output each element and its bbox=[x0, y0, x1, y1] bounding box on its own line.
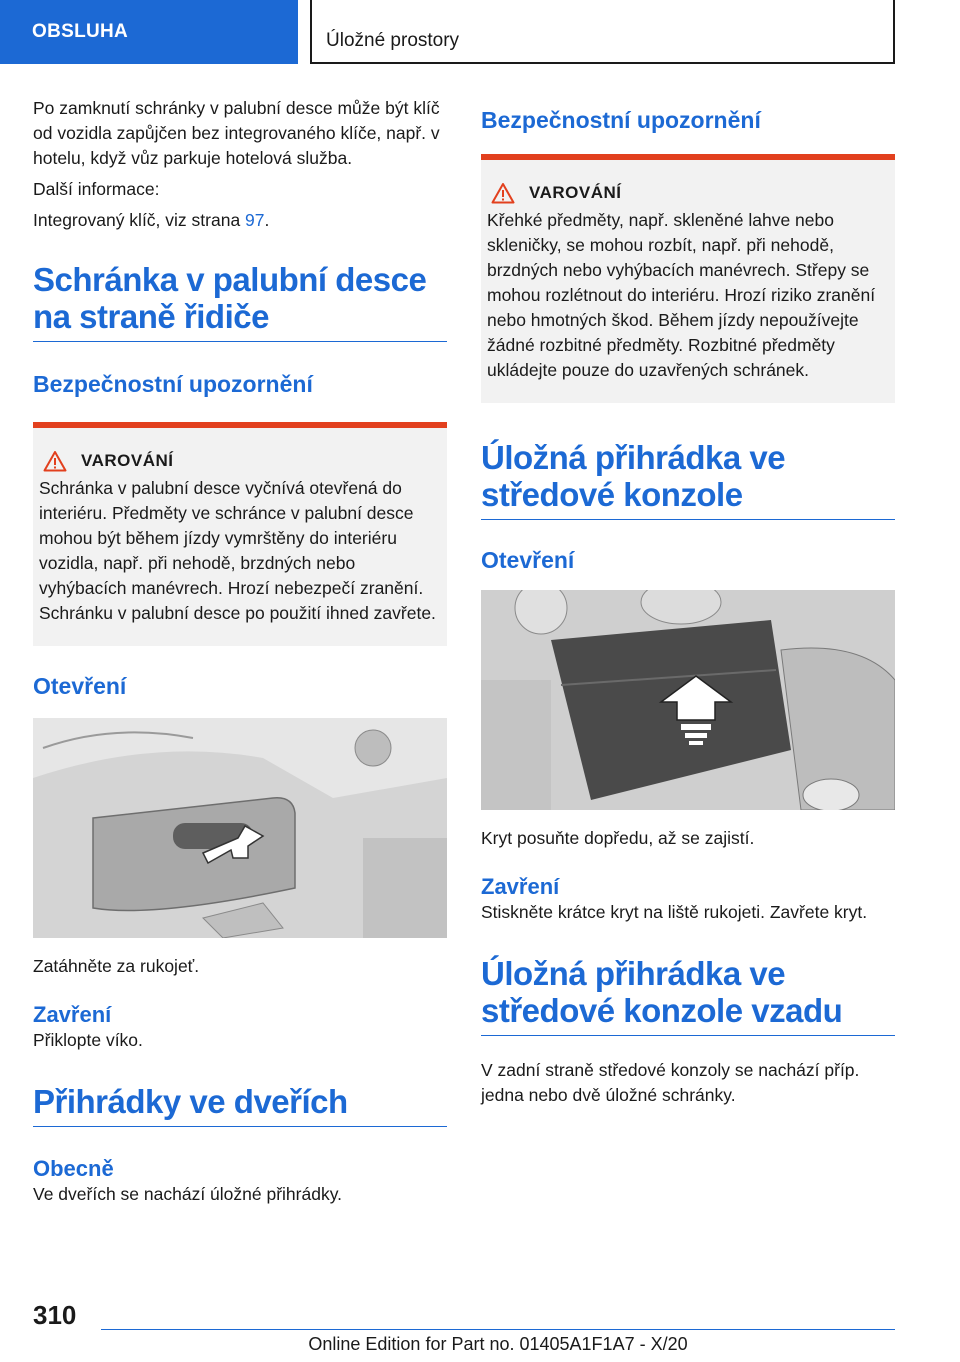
warning-box-right bbox=[481, 154, 895, 403]
intro-paragraph: Po zamknutí schránky v palubní desce může být klíč od vozidla zapůjčen bez integrovaného klíče, např. v hotelu, když vůz parkuje hotelová služba. bbox=[33, 98, 440, 168]
warning-title-right: VAROVÁNÍ bbox=[529, 183, 622, 202]
edition-note: Online Edition for Part no. 01405A1F1A7 - X/20 bbox=[308, 1334, 688, 1354]
warning-title: VAROVÁNÍ bbox=[81, 451, 174, 470]
heading-general: Obecně bbox=[33, 1156, 114, 1181]
warning-header-right bbox=[487, 182, 889, 204]
heading-close: Zavření bbox=[33, 1002, 112, 1027]
heading-safety: Bezpečnostní upozornění bbox=[33, 371, 313, 397]
ref-suffix: . bbox=[264, 210, 270, 230]
heading-rear-console: Úložná přihrádka ve středové konzole vzadu bbox=[481, 955, 895, 1036]
ref-prefix: Integrovaný klíč, viz strana bbox=[33, 210, 246, 230]
left-column bbox=[33, 96, 447, 1213]
warning-header bbox=[39, 450, 441, 472]
caption-console: Kryt posuňte dopředu, až se zajistí. bbox=[481, 828, 755, 848]
caption-glovebox: Zatáhněte za rukojeť. bbox=[33, 956, 200, 976]
heading-glovebox: Schránka v palubní desce na straně řidiče bbox=[33, 261, 447, 342]
page-link[interactable]: 97 bbox=[245, 210, 265, 230]
heading-close-right: Zavření bbox=[481, 874, 560, 899]
heading-open-right: Otevření bbox=[481, 547, 575, 573]
heading-open: Otevření bbox=[33, 673, 127, 699]
right-column bbox=[481, 96, 895, 1114]
page-number: 310 bbox=[33, 1300, 77, 1330]
close-text: Přiklopte víko. bbox=[33, 1030, 143, 1050]
integrated-key-ref bbox=[33, 208, 447, 233]
warning-triangle-icon bbox=[43, 450, 67, 472]
close-text-right: Stiskněte krátce kryt na liště rukojeti. Zavřete kryt. bbox=[481, 902, 868, 922]
heading-safety-right: Bezpečnostní upozornění bbox=[481, 107, 761, 133]
heading-center-console: Úložná přihrádka ve středové konzole bbox=[481, 439, 895, 520]
warning-text: Schránka v palubní desce vyčnívá otevřená do interiéru. Předměty ve schránce v palubní desce mohou být během jízdy vymrštěny do interiéru vozidla, např. při nehodě, brzdných nebo vyhýbacích manévrech. Hrozí nebezpečí zranění. Schránku v palubní desce po použití ihned zavřete. bbox=[39, 478, 436, 623]
heading-door-pockets: Přihrádky ve dveřích bbox=[33, 1083, 447, 1127]
warning-triangle-icon bbox=[491, 182, 515, 204]
rear-console-text: V zadní straně středové konzoly se nachází příp. jedna nebo dvě úložné schránky. bbox=[481, 1060, 860, 1105]
more-info-label: Další informace: bbox=[33, 179, 160, 199]
glovebox-illustration bbox=[33, 718, 447, 938]
general-text: Ve dveřích se nachází úložné přihrádky. bbox=[33, 1184, 343, 1204]
footer-rule bbox=[101, 1329, 895, 1330]
chapter-tab[interactable]: OBSLUHA bbox=[0, 0, 298, 64]
warning-text-right: Křehké předměty, např. skleněné lahve nebo skleničky, se mohou rozbít, např. při nehodě, brzdných nebo vyhýbacích manévrech. Střepy se mohou rozlétnout do interiéru. Hrozí riziko zranění nebo hmotných škod. Během jízdy nepoužívejte žádné rozbitné předměty. Rozbitné předměty ukládejte pouze do uzavřených schránek. bbox=[487, 210, 876, 380]
warning-box bbox=[33, 422, 447, 646]
center-console-illustration bbox=[481, 590, 895, 810]
section-title: Úložné prostory bbox=[310, 0, 895, 64]
